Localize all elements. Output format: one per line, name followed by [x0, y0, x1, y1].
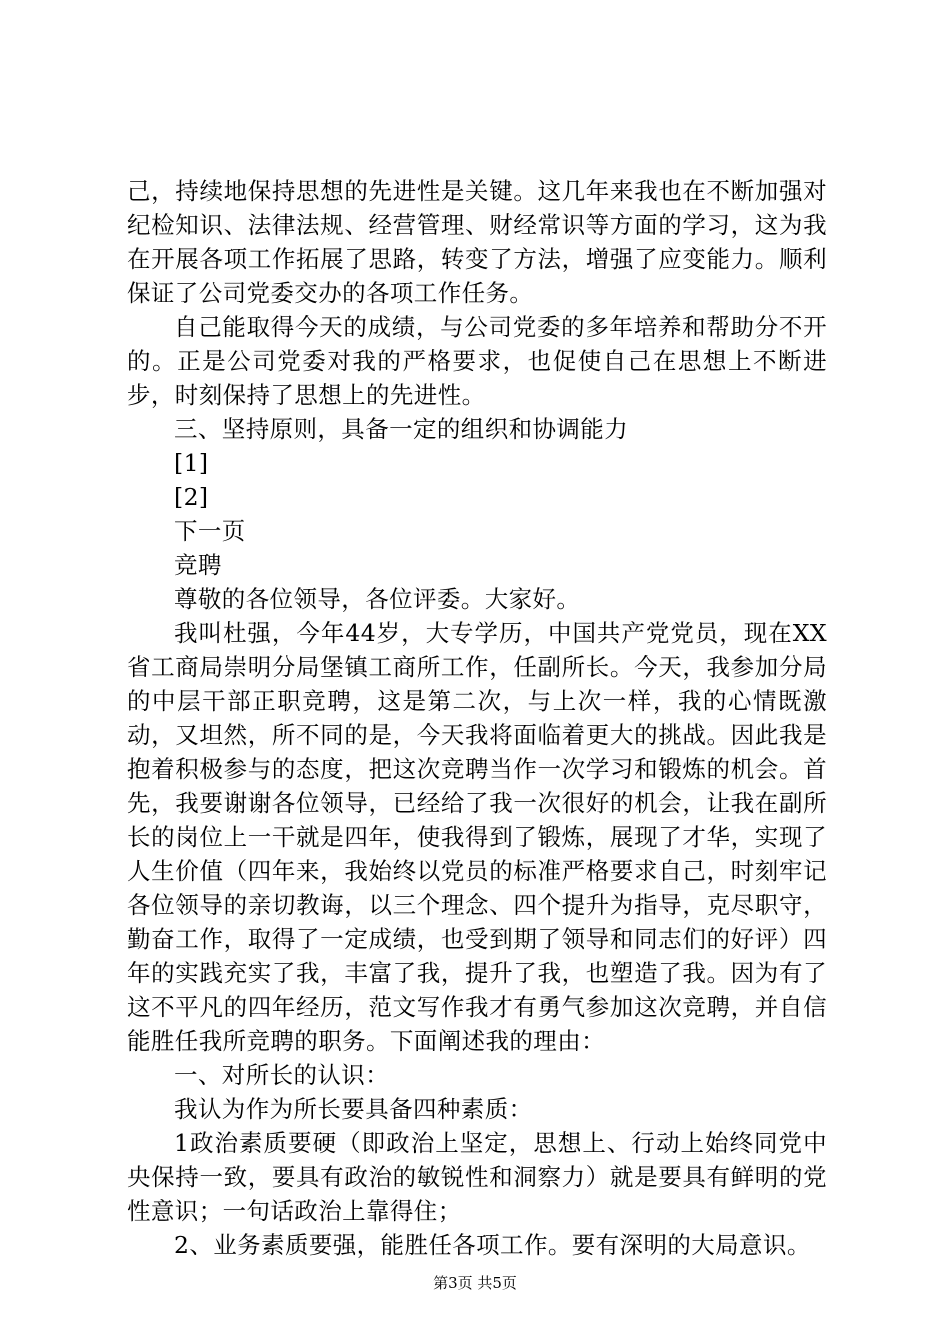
body-paragraph: 1政治素质要硬（即政治上坚定，思想上、行动上始终同党中央保持一致，要具有政治的敏锐性和洞察力）就是要具有鲜明的党性意识；一句话政治上靠得住；	[127, 1129, 827, 1225]
body-paragraph: 尊敬的各位领导，各位评委。大家好。	[174, 585, 581, 613]
body-paragraph: 我认为作为所长要具备四种素质：	[174, 1095, 533, 1123]
document-body	[127, 174, 827, 1262]
body-paragraph: 自己能取得今天的成绩，与公司党委的多年培养和帮助分不开的。正是公司党委对我的严格要求，也促使自己在思想上不断进步，时刻保持了思想上的先进性。	[127, 313, 827, 409]
body-paragraph: 竞聘	[174, 551, 222, 579]
body-paragraph: 己，持续地保持思想的先进性是关键。这几年来我也在不断加强对纪检知识、法律法规、经营管理、财经常识等方面的学习，这为我在开展各项工作拓展了思路，转变了方法，增强了应变能力。顺利保证了公司党委交办的各项工作任务。	[127, 177, 827, 307]
page-footer: 第3页 共5页	[433, 1274, 517, 1292]
body-paragraph: 三、坚持原则，具备一定的组织和协调能力	[174, 415, 629, 443]
body-paragraph: 下一页	[174, 517, 246, 545]
body-paragraph: [2]	[174, 483, 209, 511]
body-paragraph: 一、对所长的认识：	[174, 1061, 390, 1089]
body-paragraph: 2、业务素质要强，能胜任各项工作。要有深明的大局意识。	[174, 1231, 811, 1259]
body-paragraph: [1]	[174, 449, 209, 477]
body-paragraph: 我叫杜强，今年44岁，大专学历，中国共产党党员，现在XX省工商局崇明分局堡镇工商所工作，任副所长。今天，我参加分局的中层干部正职竞聘，这是第二次，与上次一样，我的心情既激动，又坦然，所不同的是，今天我将面临着更大的挑战。因此我是抱着积极参与的态度，把这次竞聘当作一次学习和锻炼的机会。首先，我要谢谢各位领导，已经给了我一次很好的机会，让我在副所长的岗位上一干就是四年，使我得到了锻炼，展现了才华，实现了人生价值（四年来，我始终以党员的标准严格要求自己，时刻牢记各位领导的亲切教诲，以三个理念、四个提升为指导，克尽职守，勤奋工作，取得了一定成绩，也受到期了领导和同志们的好评）四年的实践充实了我，丰富了我，提升了我，也塑造了我。因为有了这不平凡的四年经历，范文写作我才有勇气参加这次竞聘，并自信能胜任我所竞聘的职务。下面阐述我的理由：	[127, 619, 827, 1055]
